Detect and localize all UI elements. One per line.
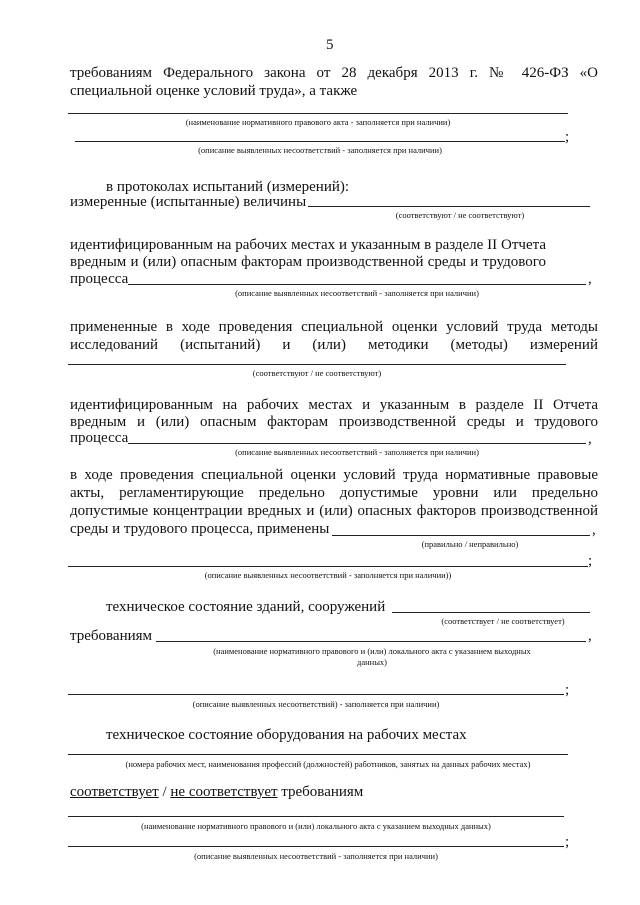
methods-line-2: исследований (испытаний) и (или) методики (методы) измерений [70,337,598,353]
status-not-complies-option[interactable]: не соответствует [170,784,278,800]
equipment-label: техническое состояние оборудования на рабочих местах [106,727,467,743]
buildings-label: техническое состояние зданий, сооружений [106,599,386,615]
equipment-status [70,783,363,801]
comma: , [592,522,596,538]
intro-line-1: требованиям Федерального закона от 28 декабря 2013 г. № 426-ФЗ «О [70,65,598,81]
acts-nonconformity-line[interactable] [68,566,588,567]
methods-caption: (соответствуют / не соответствуют) [252,368,382,378]
identified2-line-3: процесса [70,430,129,446]
protocols-heading: в протоколах испытаний (измерений): [106,179,350,195]
nonconformity-line-1[interactable] [75,141,565,142]
requirements-label: требованиям [70,628,153,644]
identified1-line-3: процесса [70,271,129,287]
identified2-fill-line[interactable] [128,443,586,444]
acts-applied-line[interactable] [332,535,590,536]
identified2-line-2: вредным и (или) опасным факторам производственной среды и трудового [70,414,598,430]
buildings-status-caption: (соответствует / не соответствует) [441,616,565,626]
identified1-line-2: вредным и (или) опасным факторам производственной среды и трудового [70,254,546,270]
methods-fill-line[interactable] [68,364,566,365]
nonconformity-caption-1: (описание выявленных несоответствий - заполняется при наличии) [198,145,442,155]
equipment-nonconformity-line[interactable] [68,846,564,847]
status-tail: требованиям [277,784,364,800]
act-name-caption: (наименование нормативного правового акта - заполняется при наличии) [185,117,451,127]
identified1-fill-line[interactable] [128,284,586,285]
status-separator: / [158,784,171,800]
identified1-caption: (описание выявленных несоответствий - заполняется при наличии) [235,288,479,298]
semicolon: ; [565,834,570,850]
page-number: 5 [326,37,334,53]
buildings-act-caption-2: данных) [357,657,387,667]
buildings-act-line[interactable] [156,641,586,642]
measured-values-caption: (соответствуют / не соответствуют) [395,210,525,220]
acts-nonconformity-caption: (описание выявленных несоответствий - заполняется при наличии)) [204,570,452,580]
measured-values-line[interactable] [308,206,590,207]
intro-line-2: специальной оценке условий труда», а также [70,83,358,99]
acts-line-2: акты, регламентирующие предельно допустимые уровни или предельно [70,485,598,501]
acts-line-4: среды и трудового процесса, применены [70,521,330,537]
semicolon: ; [565,682,570,698]
buildings-status-line[interactable] [392,612,590,613]
acts-line-1: в ходе проведения специальной оценки условий труда нормативные правовые [70,467,598,483]
comma: , [588,271,592,287]
identified2-line-1: идентифицированным на рабочих местах и указанным в разделе II Отчета [70,397,598,413]
equipment-act-line[interactable] [68,816,564,817]
semicolon: ; [565,129,570,145]
comma: , [588,431,592,447]
acts-applied-caption: (правильно / неправильно) [421,539,519,549]
status-complies-option[interactable]: соответствует [70,784,159,800]
buildings-nonconformity-line[interactable] [68,694,564,695]
methods-line-1: примененные в ходе проведения специальной оценки условий труда методы [70,319,598,335]
buildings-nonconformity-caption: (описание выявленных несоответствий) - заполняется при наличии) [192,699,440,709]
comma: , [588,628,592,644]
equipment-act-caption: (наименование нормативного правового и (или) локального акта с указанием выходных данных) [141,821,491,831]
workplaces-line[interactable] [68,754,568,755]
workplaces-caption: (номера рабочих мест, наименования профессий (должностей) работников, занятых на данных рабочих местах) [125,759,531,769]
acts-line-3: допустимые концентрации вредных и (или) опасных факторов производственной [70,503,598,519]
equipment-nonconformity-caption: (описание выявленных несоответствий - заполняется при наличии) [194,851,438,861]
identified2-caption: (описание выявленных несоответствий - заполняется при наличии) [235,447,479,457]
measured-values-label: измеренные (испытанные) величины [70,194,307,210]
act-name-line[interactable] [68,113,568,114]
semicolon: ; [588,553,593,569]
buildings-act-caption-1: (наименование нормативного правового и (или) локального акта с указанием выходных [213,646,531,656]
identified1-line-1: идентифицированным на рабочих местах и указанным в разделе II Отчета [70,237,546,253]
